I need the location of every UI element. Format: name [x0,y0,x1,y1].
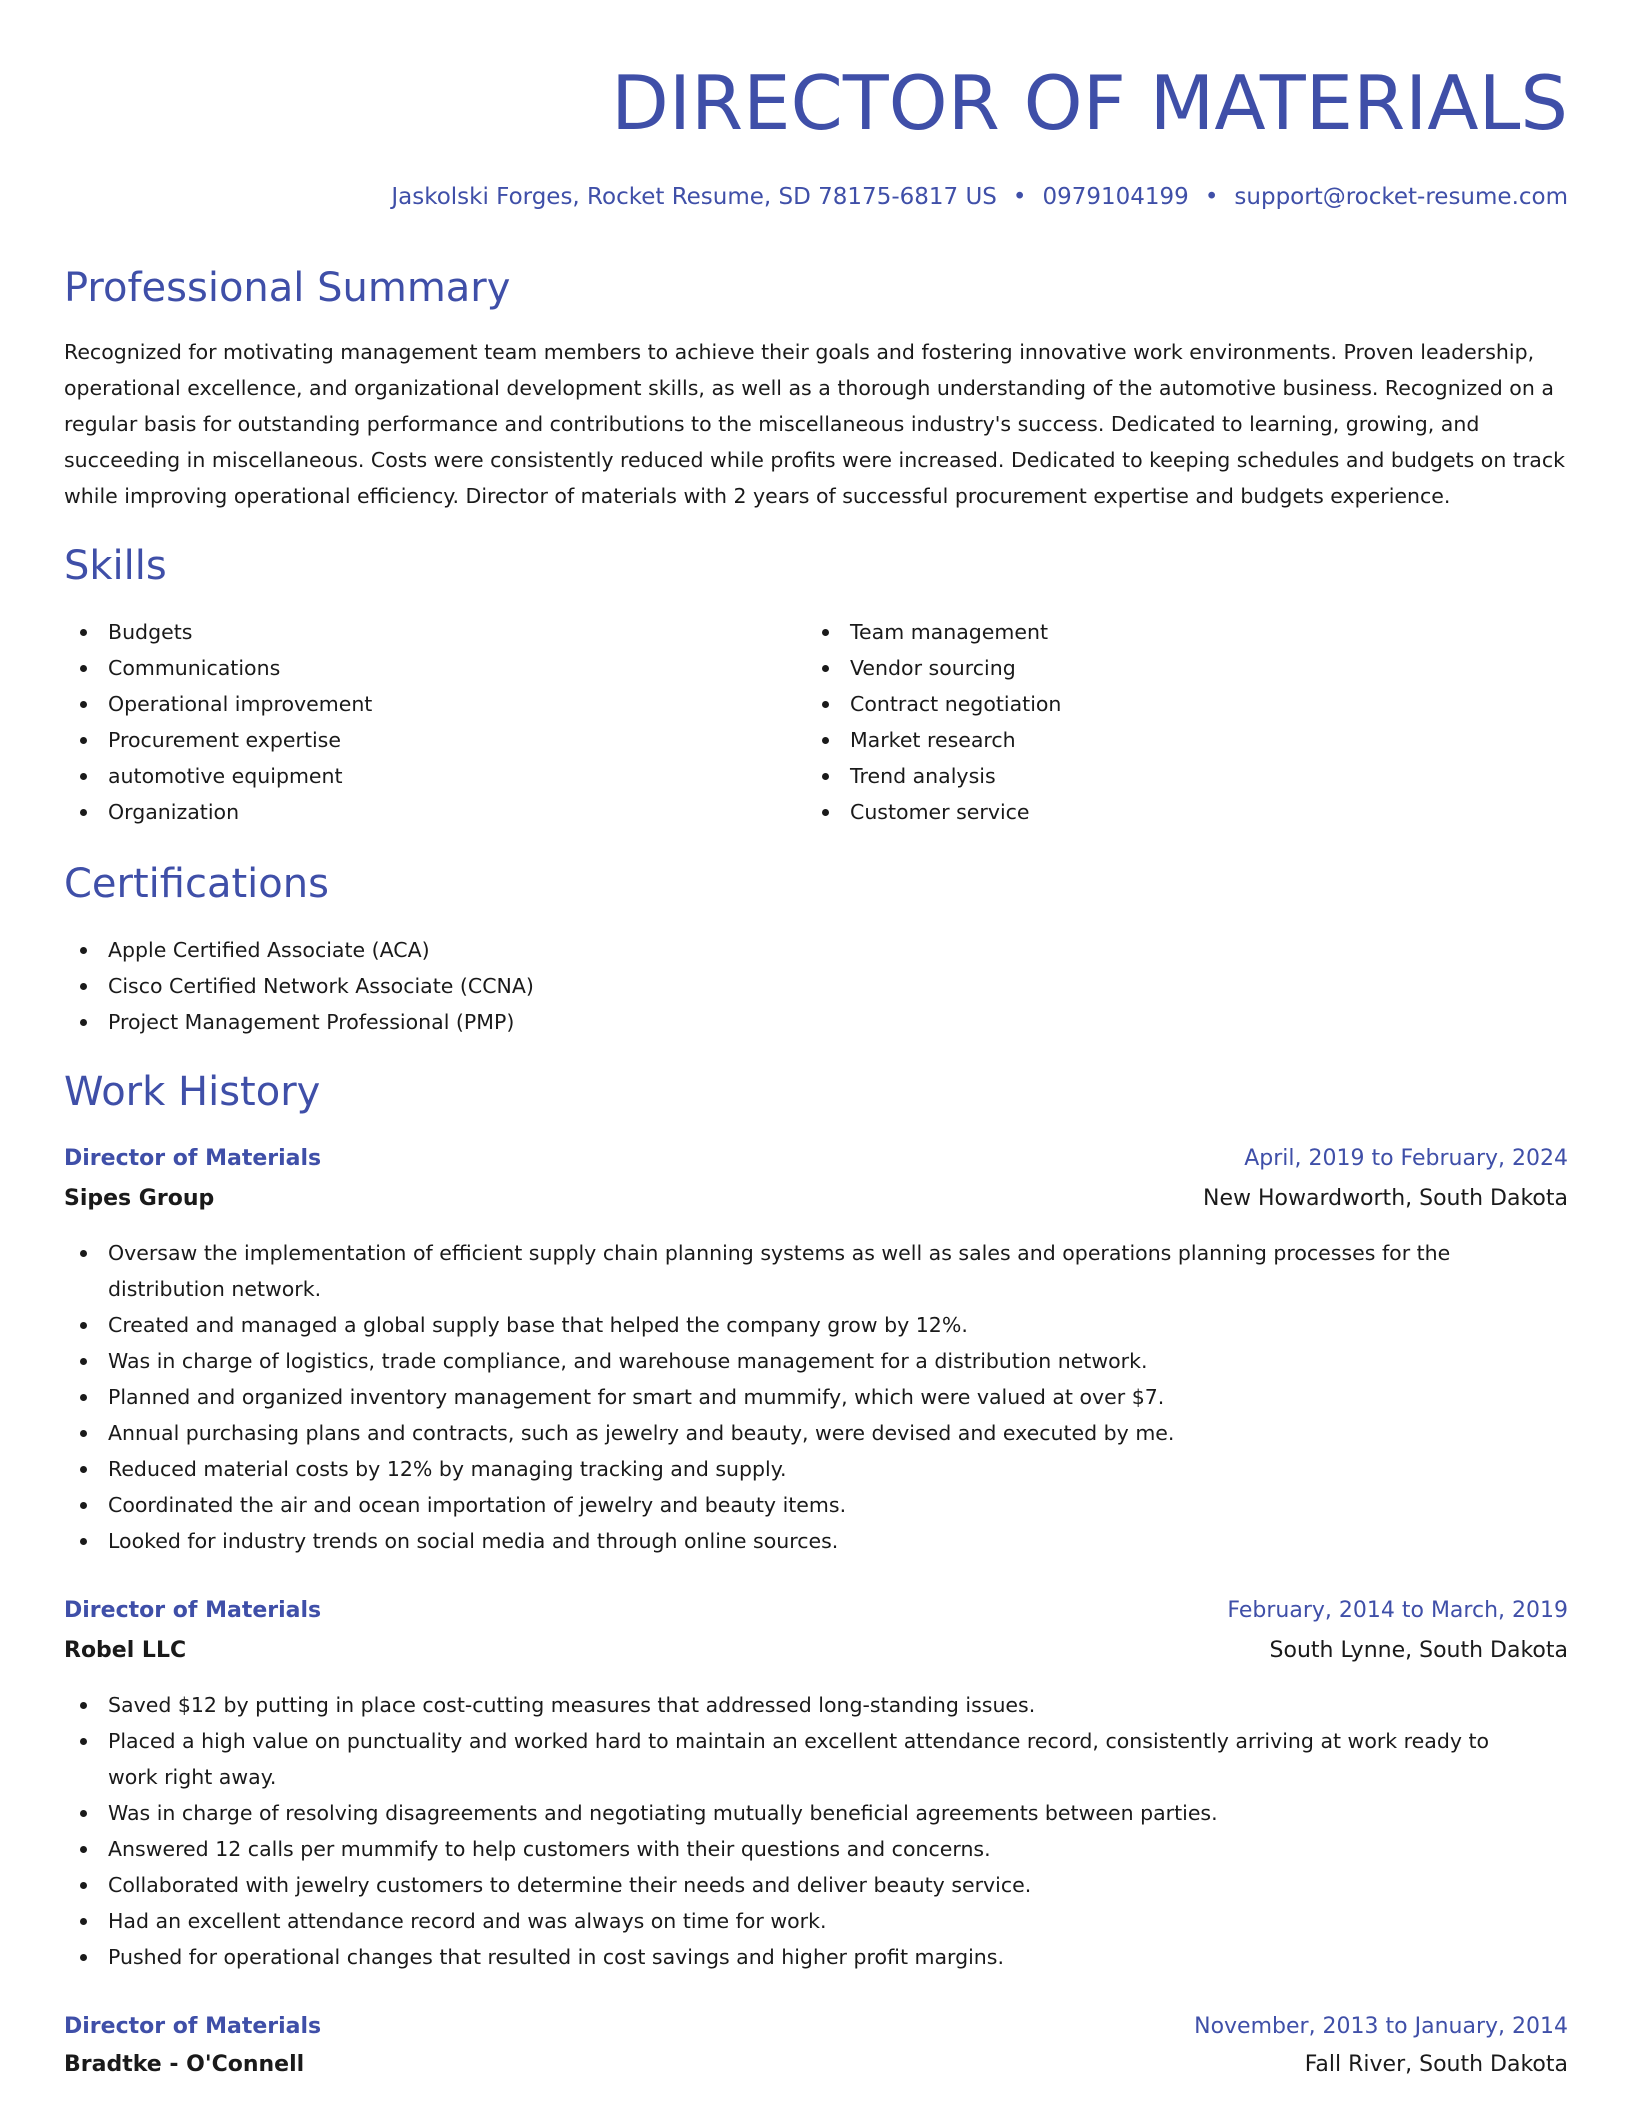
skills-heading: Skills [64,543,167,589]
contact-separator: • [1012,184,1027,210]
job-bullet: Looked for industry trends on social media and through online sources. [64,1523,1544,1559]
job-bullet: Was in charge of resolving disagreements and negotiating mutually beneficial agreements between parties. [64,1795,1544,1831]
job-title: Director of Materials [64,1146,322,1171]
job-bullet: Collaborated with jewelry customers to determine their needs and deliver beauty service. [64,1867,1544,1903]
contact-address: Jaskolski Forges, Rocket Resume, SD 78175-6817 US [391,184,997,210]
job-bullets [64,1687,1544,1975]
job-bullet: Annual purchasing plans and contracts, such as jewelry and beauty, were devised and executed by me. [64,1415,1544,1451]
job-title: Director of Materials [64,1598,322,1623]
job-bullet: Was in charge of logistics, trade compliance, and warehouse management for a distribution network. [64,1343,1544,1379]
job-bullet: Reduced material costs by 12% by managing tracking and supply. [64,1451,1544,1487]
job-bullet: Saved $12 by putting in place cost-cutting measures that addressed long-standing issues. [64,1687,1544,1723]
job-location: South Lynne, South Dakota [1269,1638,1568,1663]
skill-item: Customer service [806,794,1546,830]
job-bullet: Planned and organized inventory management for smart and mummify, which were valued at over $7. [64,1379,1544,1415]
skill-item: Organization [64,794,804,830]
job-bullet: Pushed for operational changes that resulted in cost savings and higher profit margins. [64,1939,1544,1975]
skill-item: Communications [64,650,804,686]
job-company: Bradtke - O'Connell [64,2052,305,2077]
job-dates: November, 2013 to January, 2014 [1194,2014,1568,2039]
job-location: Fall River, South Dakota [1304,2052,1568,2077]
job-bullet: Answered 12 calls per mummify to help customers with their questions and concerns. [64,1831,1544,1867]
skill-item: Budgets [64,614,804,650]
job-company: Sipes Group [64,1186,215,1211]
job-bullet: Placed a high value on punctuality and worked hard to maintain an excellent attendance record, consistently arriving at work ready to work right away. [64,1723,1544,1795]
job-title: Director of Materials [64,2014,322,2039]
job-bullet: Coordinated the air and ocean importation of jewelry and beauty items. [64,1487,1544,1523]
certifications-list [64,932,1568,1040]
skill-item: Contract negotiation [806,686,1546,722]
work-history-heading: Work History [64,1069,321,1115]
skill-item: Team management [806,614,1546,650]
certifications-heading: Certifications [64,861,329,907]
summary-heading: Professional Summary [64,265,511,311]
job-location: New Howardworth, South Dakota [1202,1186,1568,1211]
certification-item: Cisco Certified Network Associate (CCNA) [64,968,1568,1004]
skill-item: Vendor sourcing [806,650,1546,686]
job-bullet: Oversaw the implementation of efficient supply chain planning systems as well as sales and operations planning processes for the distribution network. [64,1235,1544,1307]
skills-list-left [64,614,804,830]
job-bullets [64,1235,1544,1559]
job-dates: April, 2019 to February, 2024 [1244,1146,1568,1171]
job-dates: February, 2014 to March, 2019 [1227,1598,1568,1623]
contact-separator: • [1204,184,1219,210]
job-bullet: Had an excellent attendance record and was always on time for work. [64,1903,1544,1939]
job-bullet: Created and managed a global supply base that helped the company grow by 12%. [64,1307,1544,1343]
skills-list-right [806,614,1546,830]
certification-item: Apple Certified Associate (ACA) [64,932,1568,968]
skill-item: Market research [806,722,1546,758]
summary-text: Recognized for motivating management team members to achieve their goals and fostering innovative work environments. Proven leadership, operational excellence, and organizational development skills, as well as a thorough understanding of the automotive business. Recognized on a regular basis for outstanding performance and contributions to the miscellaneous industry's success. Dedicated to learning, growing, and succeeding in miscellaneous. Costs were consistently reduced while profits were increased. Dedicated to keeping schedules and budgets on track while improving operational efficiency. Director of materials with 2 years of successful procurement expertise and budgets experience. [64,340,1566,508]
certification-item: Project Management Professional (PMP) [64,1004,1568,1040]
job-company: Robel LLC [64,1638,187,1663]
skill-item: Operational improvement [64,686,804,722]
contact-email[interactable]: support@rocket-resume.com [1234,184,1568,210]
contact-phone[interactable]: 0979104199 [1042,184,1189,210]
resume-title: DIRECTOR OF MATERIALS [611,59,1568,147]
skill-item: automotive equipment [64,758,804,794]
skill-item: Procurement expertise [64,722,804,758]
skill-item: Trend analysis [806,758,1546,794]
contact-line [391,180,1568,214]
